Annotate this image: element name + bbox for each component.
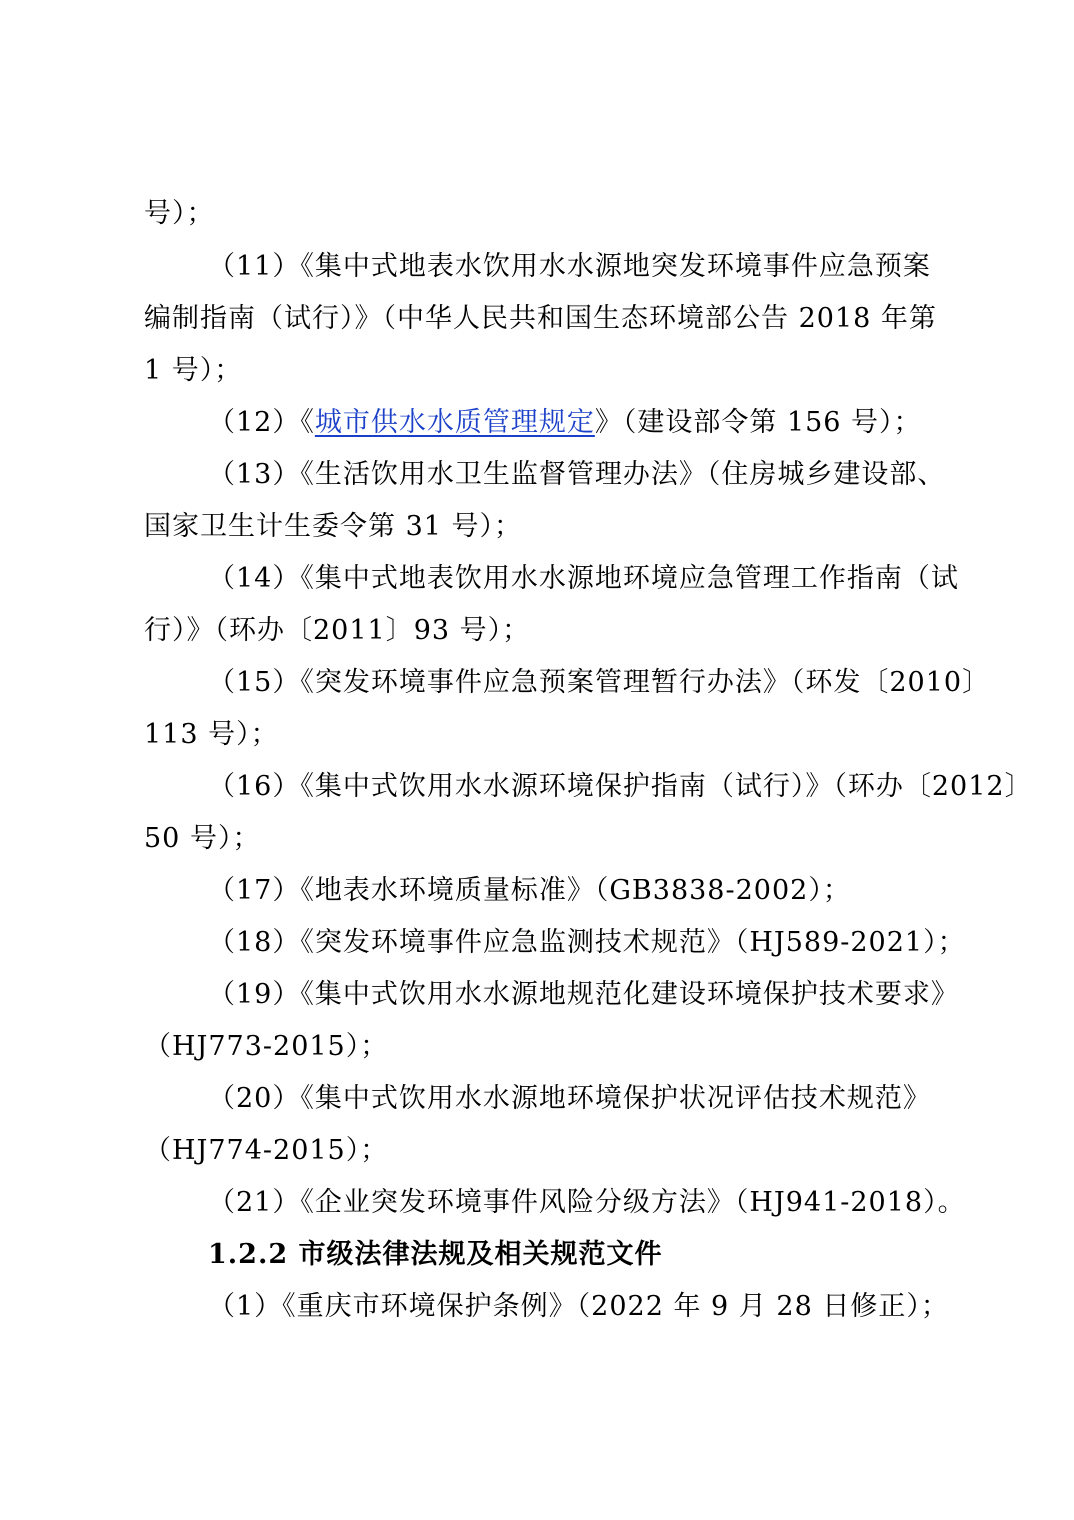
text-line: （20）《集中式饮用水水源地环境保护状况评估技术规范》 — [208, 1083, 931, 1114]
text-line: 行）》（环办〔2011〕93 号）； — [144, 615, 531, 646]
text-line: （17）《地表水环境质量标准》（GB3838-2002）； — [208, 875, 851, 906]
text-segment: 》（建设部令第 156 号）； — [594, 407, 922, 438]
text-line: （1）《重庆市环境保护条例》（2022 年 9 月 28 日修正）； — [208, 1291, 949, 1322]
text-line: 国家卫生计生委令第 31 号）； — [144, 511, 523, 542]
text-line: 113 号）； — [144, 719, 279, 750]
text-line: （11）《集中式地表水饮用水水源地突发环境事件应急预案 — [208, 251, 931, 282]
section-heading: 1.2.2 市级法律法规及相关规范文件 — [208, 1239, 663, 1270]
text-line: （19）《集中式饮用水水源地规范化建设环境保护技术要求》 — [208, 979, 959, 1010]
text-line: 编制指南（试行）》（中华人民共和国生态环境部公告 2018 年第 — [144, 303, 937, 334]
text-line-with-link — [208, 406, 922, 440]
regulation-link[interactable]: 城市供水水质管理规定 — [314, 407, 595, 438]
text-line: 50 号）； — [144, 823, 261, 854]
text-line: （21）《企业突发环境事件风险分级方法》（HJ941-2018）。 — [208, 1187, 966, 1218]
text-line: （15）《突发环境事件应急预案管理暂行办法》（环发〔2010〕 — [208, 667, 991, 698]
text-line: 号）； — [144, 198, 215, 229]
text-line: （HJ773-2015）； — [144, 1031, 389, 1062]
text-line: （18）《突发环境事件应急监测技术规范》（HJ589-2021）； — [208, 927, 966, 958]
text-line: （16）《集中式饮用水水源环境保护指南（试行）》（环办〔2012〕 — [208, 771, 1033, 802]
text-line: （HJ774-2015）； — [144, 1135, 389, 1166]
text-line: 1 号）； — [144, 355, 243, 386]
text-line: （14）《集中式地表饮用水水源地环境应急管理工作指南（试 — [208, 563, 959, 594]
text-line: （13）《生活饮用水卫生监督管理办法》（住房城乡建设部、 — [208, 459, 946, 490]
text-segment: （12）《 — [208, 407, 315, 438]
